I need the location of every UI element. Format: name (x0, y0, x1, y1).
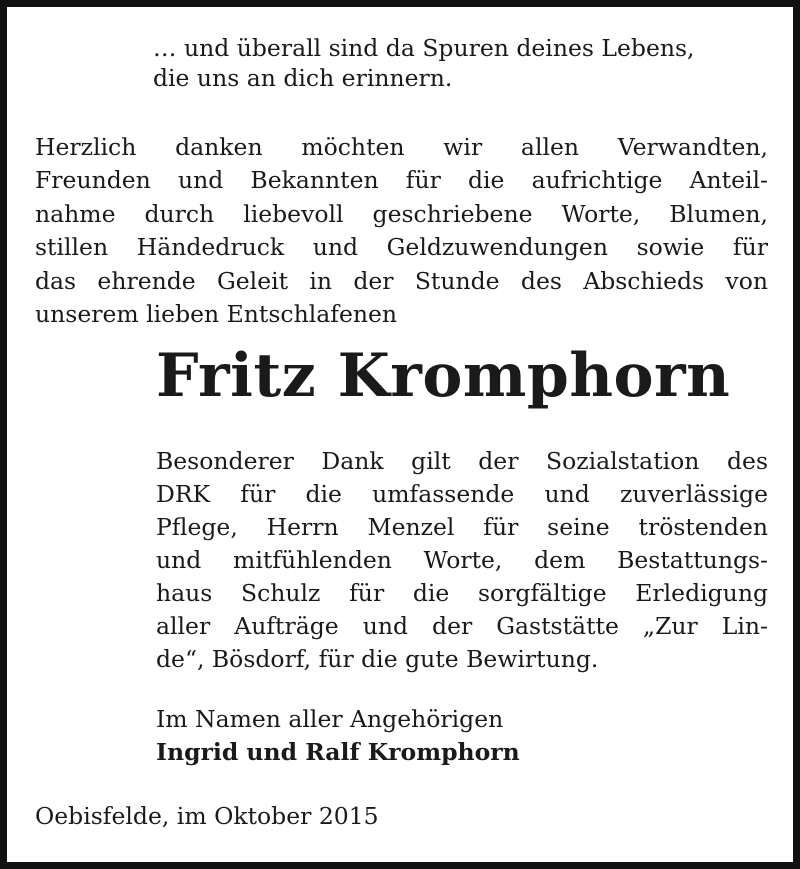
special-thanks-line: DRK für die umfassende und zuverlässige (156, 480, 768, 508)
special-thanks-line: und mitfühlenden Worte, dem Bestattungs- (156, 546, 768, 574)
thanks-line: nahme durch liebevoll geschriebene Worte, Blumen, (35, 199, 768, 228)
thanks-line: stillen Händedruck und Geldzuwendungen sowie für (35, 233, 768, 262)
signature-names: Ingrid und Ralf Kromphorn (156, 738, 520, 766)
quote-line: die uns an dich erinnern. (153, 64, 453, 92)
thanks-paragraph (35, 131, 768, 331)
special-thanks-paragraph (156, 445, 768, 676)
thanks-line: Herzlich danken möchten wir allen Verwandten, (35, 133, 768, 161)
signature-block (156, 703, 520, 769)
thanks-line: unserem lieben Entschlafenen (35, 300, 398, 329)
signature-intro: Im Namen aller Angehörigen (156, 705, 504, 733)
special-thanks-line: de“, Bösdorf, für die gute Bewirtung. (156, 645, 599, 673)
deceased-name: Fritz Kromphorn (156, 341, 731, 411)
quote-line: … und überall sind da Spuren deines Lebens, (153, 34, 695, 62)
special-thanks-line: Besonderer Dank gilt der Sozialstation des (156, 447, 768, 475)
special-thanks-line: haus Schulz für die sorgfältige Erledigung (156, 579, 768, 607)
quote-block (153, 33, 768, 93)
thanks-line: Freunden und Bekannten für die aufrichtige Anteil- (35, 166, 768, 195)
thanks-line: das ehrende Geleit in der Stunde des Abschieds von (35, 266, 768, 295)
place-date: Oebisfelde, im Oktober 2015 (35, 802, 379, 830)
special-thanks-line: Pflege, Herrn Menzel für seine tröstenden (156, 513, 768, 541)
special-thanks-line: aller Aufträge und der Gaststätte „Zur Lin- (156, 612, 768, 640)
